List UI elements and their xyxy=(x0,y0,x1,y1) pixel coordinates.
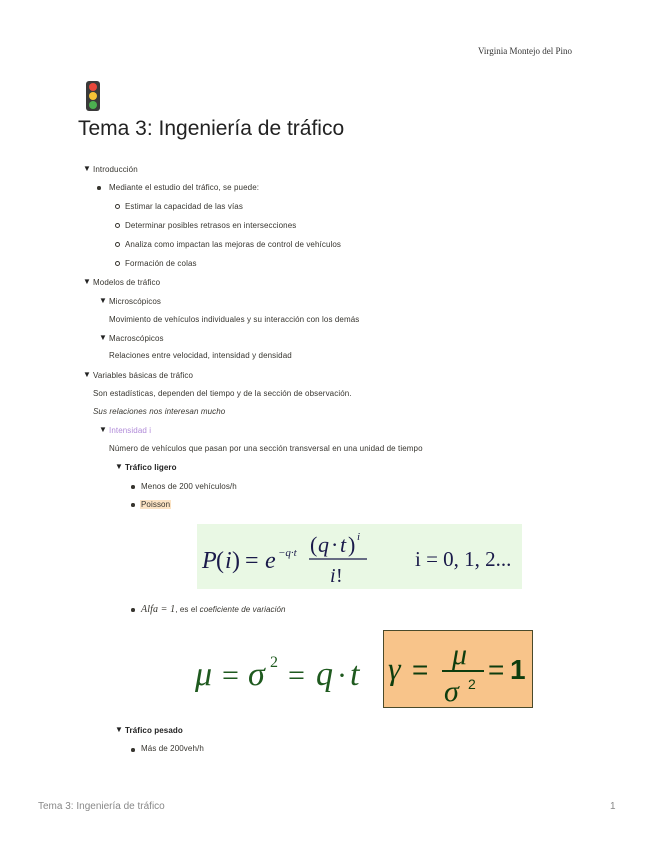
toggle-models-icon[interactable]: ▼ xyxy=(83,277,91,286)
toggle-heavy-icon[interactable]: ▼ xyxy=(115,725,123,734)
heavy-item: Más de 200veh/h xyxy=(141,744,204,753)
toggle-macro-icon[interactable]: ▼ xyxy=(99,333,107,342)
toggle-light-label[interactable]: Tráfico ligero xyxy=(125,463,177,472)
micro-description: Movimiento de vehículos individuales y su interacción con los demás xyxy=(109,315,360,324)
svg-text:(: ( xyxy=(216,548,224,574)
svg-text:): ) xyxy=(232,548,240,574)
svg-text:·: · xyxy=(331,532,339,557)
svg-text:q: q xyxy=(316,656,333,693)
variables-description: Son estadísticas, dependen del tiempo y de la sección de observación. xyxy=(93,389,352,398)
svg-text:γ: γ xyxy=(388,650,401,686)
svg-text:i: i xyxy=(357,531,361,543)
svg-text:·: · xyxy=(337,659,347,692)
circle-bullet-icon xyxy=(115,223,120,228)
bullet-icon xyxy=(131,485,135,489)
svg-text:=: = xyxy=(222,659,239,692)
svg-text:=: = xyxy=(488,654,505,685)
intro-item: Formación de colas xyxy=(125,259,197,268)
intro-bullet: Mediante el estudio del tráfico, se puede: xyxy=(109,183,260,192)
toggle-intensity-label[interactable]: Intensidad i xyxy=(109,426,152,435)
toggle-intro-icon[interactable]: ▼ xyxy=(83,164,91,173)
bullet-icon xyxy=(131,608,135,612)
svg-text:−q·t: −q·t xyxy=(278,547,297,559)
intensity-description: Número de vehículos que pasan por una sección transversal en una unidad de tiempo xyxy=(109,444,423,453)
traffic-light-icon xyxy=(86,81,100,111)
toggle-macro-label[interactable]: Macroscópicos xyxy=(109,334,164,343)
toggle-variables-label[interactable]: Variables básicas de tráfico xyxy=(93,371,194,380)
toggle-intro-label[interactable]: Introducción xyxy=(93,165,138,174)
intro-item: Analiza como impactan las mejoras de control de vehículos xyxy=(125,240,342,249)
footer-title: Tema 3: Ingeniería de tráfico xyxy=(38,801,165,812)
svg-text:e: e xyxy=(265,548,276,574)
svg-text:μ: μ xyxy=(452,638,468,671)
circle-bullet-icon xyxy=(115,242,120,247)
svg-text:i: i xyxy=(330,565,336,587)
bullet-icon xyxy=(131,503,135,507)
svg-text:1: 1 xyxy=(510,654,526,685)
mu-sigma-formula-image xyxy=(190,640,380,700)
poisson-range: i = 0, 1, 2... xyxy=(415,547,512,571)
toggle-variables-icon[interactable]: ▼ xyxy=(83,370,91,379)
toggle-heavy-label[interactable]: Tráfico pesado xyxy=(125,726,183,735)
alfa-line: Alfa = 1, es el coeficiente de variación xyxy=(141,604,286,615)
macro-description: Relaciones entre velocidad, intensidad y densidad xyxy=(109,351,292,360)
light-item-highlighted: Poisson xyxy=(141,500,171,509)
svg-text:!: ! xyxy=(336,565,343,587)
gamma-formula-image xyxy=(383,630,533,708)
variables-note: Sus relaciones nos interesan mucho xyxy=(93,407,226,416)
bullet-icon xyxy=(131,748,135,752)
page-number: 1 xyxy=(610,801,616,812)
svg-text:t: t xyxy=(350,656,360,693)
light-item: Menos de 200 vehículos/h xyxy=(141,482,237,491)
circle-bullet-icon xyxy=(115,204,120,209)
svg-text:σ: σ xyxy=(444,675,459,707)
toggle-micro-label[interactable]: Microscópicos xyxy=(109,297,161,306)
svg-text:=: = xyxy=(245,548,259,574)
bullet-icon xyxy=(97,186,101,190)
circle-bullet-icon xyxy=(115,261,120,266)
poisson-formula-image xyxy=(197,524,522,589)
svg-text:2: 2 xyxy=(270,654,278,671)
intro-item: Estimar la capacidad de las vías xyxy=(125,202,243,211)
svg-text:(: ( xyxy=(310,532,318,557)
svg-text:q: q xyxy=(318,532,329,557)
toggle-micro-icon[interactable]: ▼ xyxy=(99,296,107,305)
svg-text:=: = xyxy=(288,659,305,692)
author-name: Virginia Montejo del Pino xyxy=(477,46,572,56)
toggle-models-label[interactable]: Modelos de tráfico xyxy=(93,278,161,287)
svg-text:): ) xyxy=(348,532,356,557)
svg-text:μ: μ xyxy=(195,656,213,693)
toggle-intensity-icon[interactable]: ▼ xyxy=(99,425,107,434)
page-title: Tema 3: Ingeniería de tráfico xyxy=(78,117,345,140)
svg-text:P: P xyxy=(202,548,217,574)
svg-text:2: 2 xyxy=(468,676,476,692)
svg-text:=: = xyxy=(412,654,429,685)
svg-text:σ: σ xyxy=(248,656,265,693)
toggle-light-icon[interactable]: ▼ xyxy=(115,462,123,471)
intro-item: Determinar posibles retrasos en intersecciones xyxy=(125,221,297,230)
svg-text:t: t xyxy=(340,532,347,557)
svg-text:i: i xyxy=(225,548,232,574)
